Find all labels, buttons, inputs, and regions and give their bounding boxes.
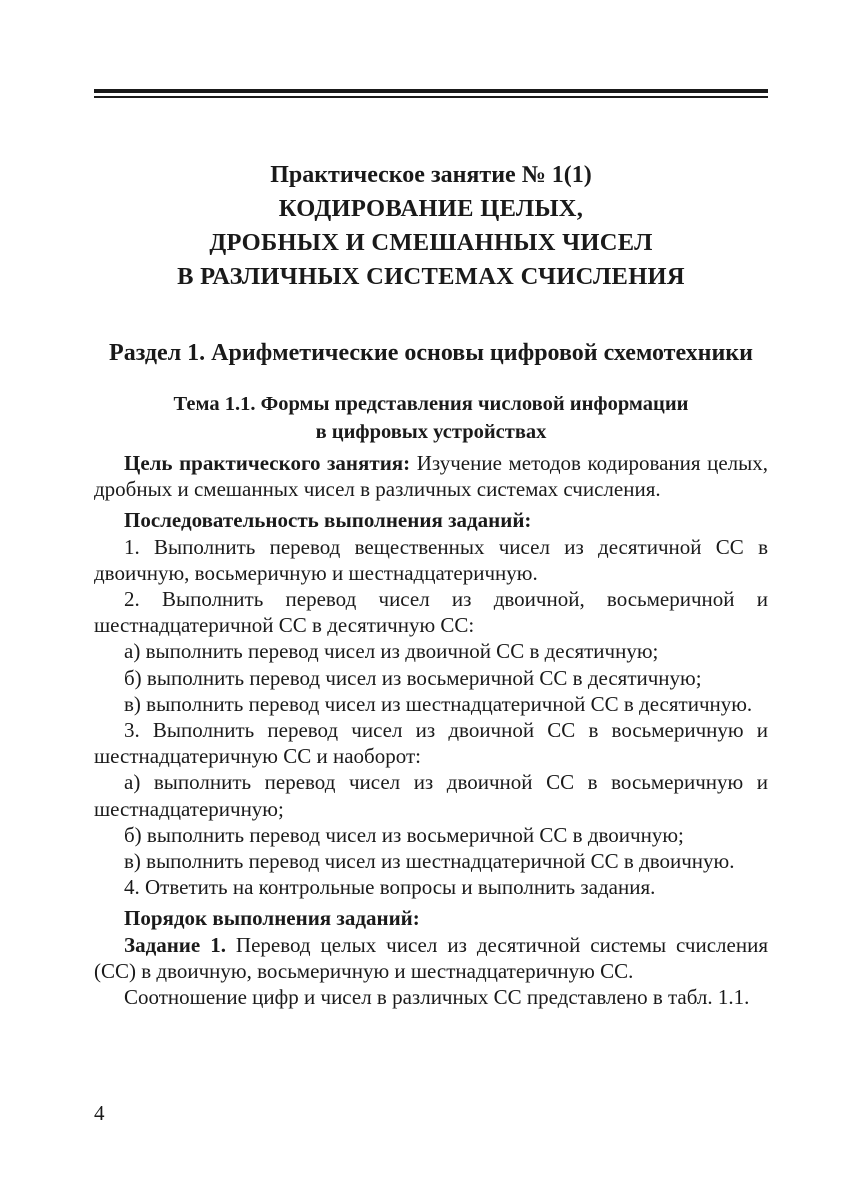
page-number: 4 bbox=[94, 1101, 105, 1125]
header-rule-thin bbox=[94, 96, 768, 98]
task-1-text: Перевод целых чисел из десятичной системы счисления (СС) в двоичную, восьмеричную и шестнадцатеричную СС. bbox=[94, 932, 768, 983]
step-4: 4. Ответить на контрольные вопросы и выполнить задания. bbox=[124, 875, 656, 900]
goal-label: Цель практического занятия: bbox=[124, 451, 411, 475]
task-1-paragraph bbox=[94, 932, 768, 984]
step-2: 2. Выполнить перевод чисел из двоичной, восьмеричной и шестнадцатеричной СС в десятичную СС: bbox=[94, 587, 768, 638]
topic-line-1: Тема 1.1. Формы представления числовой информации bbox=[173, 393, 689, 415]
goal-paragraph bbox=[94, 450, 768, 502]
topic-block bbox=[94, 390, 768, 446]
goal-text: Изучение методов кодирования целых, дробных и смешанных чисел в различных системах счисления. bbox=[94, 451, 768, 502]
sequence-heading: Последовательность выполнения заданий: bbox=[124, 508, 532, 533]
step-1: 1. Выполнить перевод вещественных чисел из десятичной СС в двоичную, восьмеричную и шестнадцатеричную. bbox=[94, 534, 768, 585]
header-rule-thick bbox=[94, 89, 768, 93]
session-title: Практическое занятие № 1(1) bbox=[270, 162, 592, 188]
main-title-line-3: В РАЗЛИЧНЫХ СИСТЕМАХ СЧИСЛЕНИЯ bbox=[177, 263, 685, 290]
step-2c: в) выполнить перевод чисел из шестнадцатеричной СС в десятичную. bbox=[124, 691, 753, 716]
order-heading: Порядок выполнения заданий: bbox=[124, 906, 420, 931]
step-2b: б) выполнить перевод чисел из восьмеричной СС в десятичную; bbox=[124, 665, 702, 690]
step-3a: а) выполнить перевод чисел из двоичной СС в восьмеричную и шестнадцатеричную; bbox=[94, 770, 768, 821]
topic-line-2: в цифровых устройствах bbox=[315, 421, 547, 443]
step-3: 3. Выполнить перевод чисел из двоичной СС в восьмеричную и шестнадцатеричную СС и наоборот: bbox=[94, 718, 768, 769]
step-3c: в) выполнить перевод чисел из шестнадцатеричной СС в двоичную. bbox=[124, 849, 735, 874]
ratio-paragraph: Соотношение цифр и чисел в различных СС представлено в табл. 1.1. bbox=[124, 985, 750, 1010]
section-title: Раздел 1. Арифметические основы цифровой схемотехники bbox=[109, 340, 753, 366]
main-title-line-1: КОДИРОВАНИЕ ЦЕЛЫХ, bbox=[278, 195, 584, 222]
body-text bbox=[94, 450, 768, 1010]
task-1-label: Задание 1. bbox=[124, 932, 226, 957]
step-3b: б) выполнить перевод чисел из восьмеричной СС в двоичную; bbox=[124, 822, 684, 847]
main-title-line-2: ДРОБНЫХ И СМЕШАННЫХ ЧИСЕЛ bbox=[209, 229, 653, 256]
title-block bbox=[94, 158, 768, 294]
step-2a: а) выполнить перевод чисел из двоичной СС в десятичную; bbox=[124, 639, 659, 664]
